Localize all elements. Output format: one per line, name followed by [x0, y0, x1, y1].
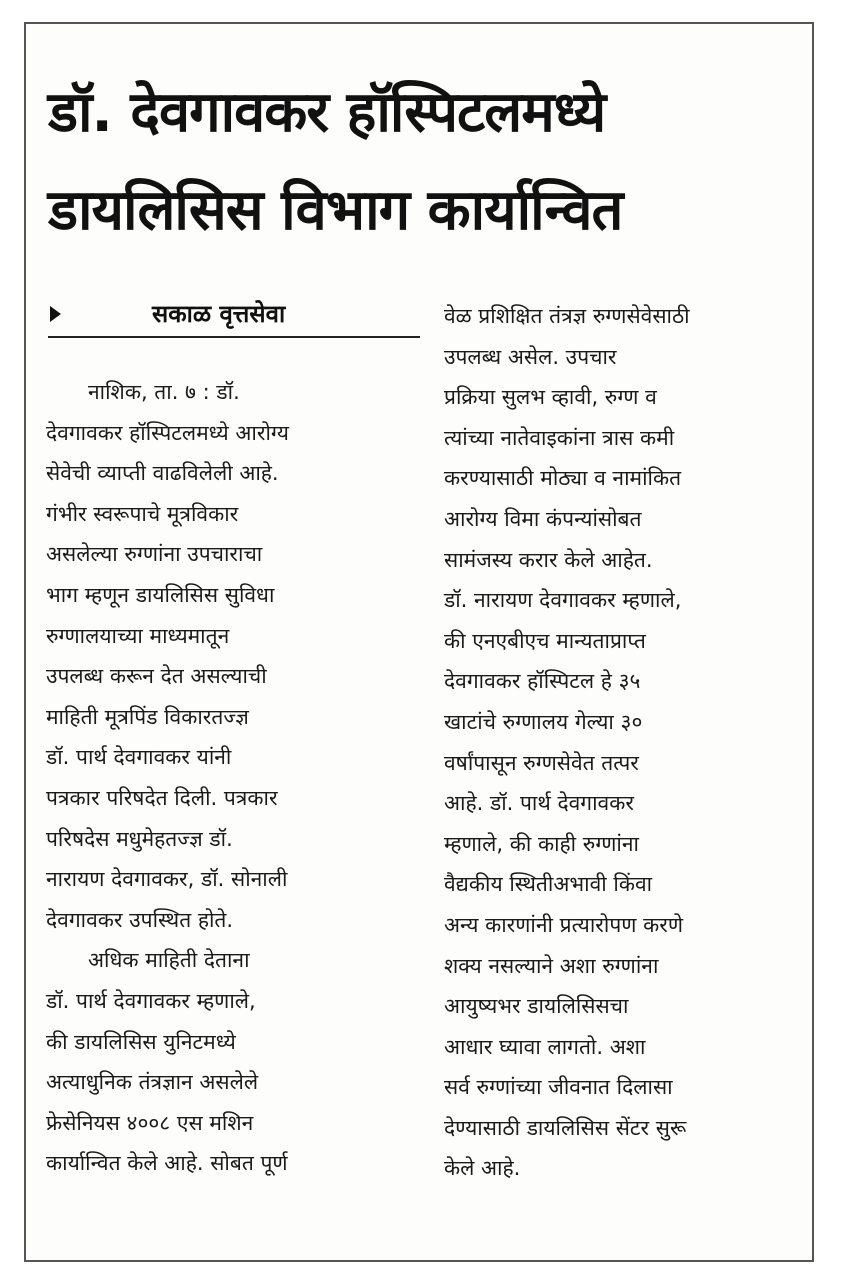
article-line: देवगावकर हॉस्पिटलमध्ये आरोग्य	[46, 420, 289, 445]
article-line: परिषदेस मधुमेहतज्ज्ञ डॉ.	[46, 826, 233, 851]
article-line: शक्य नसल्याने अशा रुग्णांना	[444, 953, 659, 978]
article-line: म्हणाले, की काही रुग्णांना	[444, 831, 639, 856]
article-line: उपलब्ध करून देत असल्याची	[46, 664, 267, 689]
article-line: पत्रकार परिषदेत दिली. पत्रकार	[46, 785, 278, 810]
article-line: आरोग्य विमा कंपन्यांसोबत	[444, 506, 642, 531]
article-line: देवगावकर उपस्थित होते.	[46, 907, 234, 932]
article-line: कार्यान्वित केले आहे. सोबत पूर्ण	[46, 1151, 288, 1176]
article-column-right	[444, 296, 814, 1189]
article-line: अत्याधुनिक तंत्रज्ञान असलेले	[46, 1070, 259, 1095]
article-line: आहे. डॉ. पार्थ देवगावकर	[444, 791, 634, 816]
article-line: आधार घ्यावा लागतो. अशा	[444, 1034, 646, 1059]
article-column-left	[46, 372, 422, 1184]
article-line: देण्यासाठी डायलिसिस सेंटर सुरू	[444, 1115, 687, 1140]
headline-line-1: डॉ. देवगावकर हॉस्पिटलमध्ये	[48, 80, 606, 145]
article-line: केले आहे.	[444, 1156, 521, 1181]
article-line: डॉ. नारायण देवगावकर म्हणाले,	[444, 588, 682, 613]
newspaper-clipping	[24, 22, 814, 1262]
article-line: डॉ. पार्थ देवगावकर म्हणाले,	[46, 988, 256, 1013]
byline-text: सकाळ वृत्तसेवा	[152, 300, 286, 328]
triangle-bullet-icon	[50, 306, 61, 322]
article-line: प्रक्रिया सुलभ व्हावी, रुग्ण व	[444, 385, 657, 410]
article-line: अन्य कारणांनी प्रत्यारोपण करणे	[444, 912, 684, 937]
article-line: वर्षांपासून रुग्णसेवेत तत्पर	[444, 750, 639, 775]
article-line: की एनएबीएच मान्यताप्राप्त	[444, 628, 646, 653]
article-line: खाटांचे रुग्णालय गेल्या ३०	[444, 709, 643, 734]
article-line: सर्व रुग्णांच्या जीवनात दिलासा	[444, 1075, 673, 1100]
article-line: अधिक माहिती देताना	[88, 948, 250, 973]
article-line: नाशिक, ता. ७ : डॉ.	[88, 380, 240, 404]
article-line: वैद्यकीय स्थितीअभावी किंवा	[444, 872, 653, 897]
article-line: करण्यासाठी मोठ्या व नामांकित	[444, 466, 682, 491]
article-line: देवगावकर हॉस्पिटल हे ३५	[444, 669, 641, 694]
article-line: आयुष्यभर डायलिसिसचा	[444, 994, 629, 1019]
byline-divider	[48, 336, 420, 338]
article-line: नारायण देवगावकर, डॉ. सोनाली	[46, 867, 288, 892]
article-line: की डायलिसिस युनिटमध्ये	[46, 1029, 236, 1054]
article-line: त्यांच्या नातेवाइकांना त्रास कमी	[444, 425, 675, 450]
article-line: फ्रेसेनियस ४००८ एस मशिन	[46, 1110, 254, 1135]
article-line: गंभीर स्वरूपाचे मूत्रविकार	[46, 501, 239, 526]
headline-line-2: डायलिसिस विभाग कार्यान्वित	[48, 178, 623, 243]
headline	[48, 64, 798, 260]
article-line: रुग्णालयाच्या माध्यमातून	[46, 623, 230, 648]
byline	[48, 292, 420, 338]
article-line: भाग म्हणून डायलिसिस सुविधा	[46, 582, 275, 607]
article-line: सामंजस्य करार केले आहेत.	[444, 547, 653, 572]
article-line: डॉ. पार्थ देवगावकर यांनी	[46, 745, 232, 770]
article-line: उपलब्ध असेल. उपचार	[444, 344, 617, 369]
article-line: वेळ प्रशिक्षित तंत्रज्ञ रुग्णसेवेसाठी	[444, 304, 690, 328]
article-line: माहिती मूत्रपिंड विकारतज्ज्ञ	[46, 704, 249, 729]
article-line: सेवेची व्याप्ती वाढविलेली आहे.	[46, 461, 279, 486]
article-line: असलेल्या रुग्णांना उपचाराचा	[46, 542, 263, 567]
